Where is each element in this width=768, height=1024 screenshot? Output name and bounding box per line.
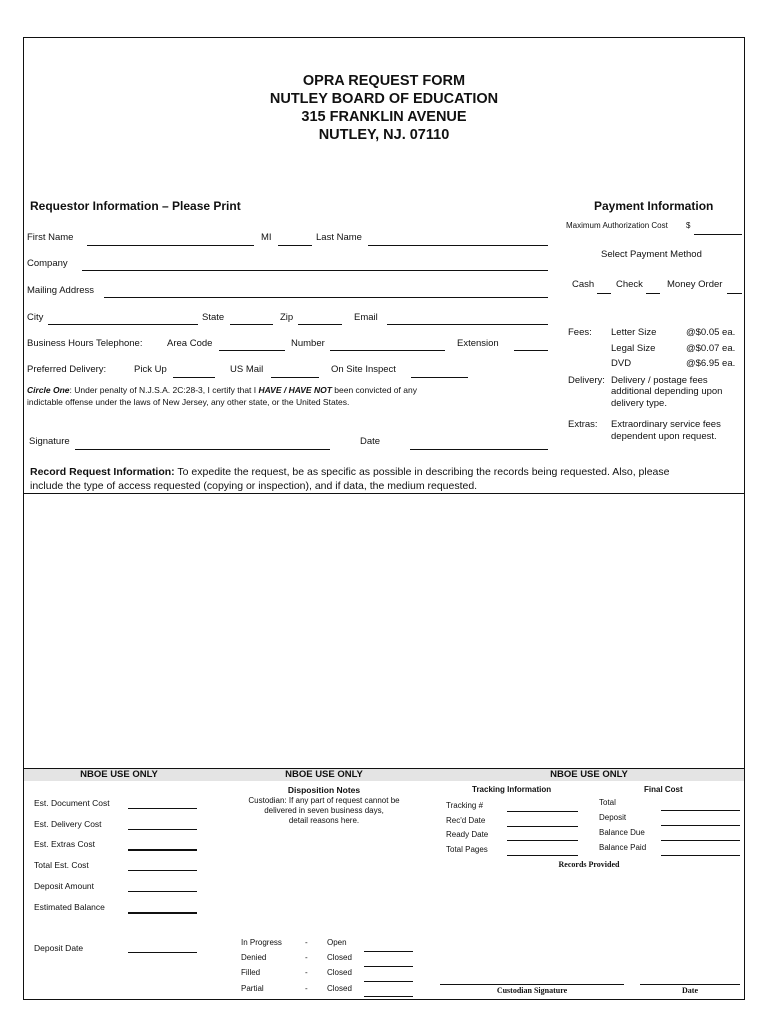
form-title: OPRA REQUEST FORM [302,73,466,89]
status-dash: - [305,938,308,947]
extras-label: Extras: [568,419,598,430]
est-extras-cost-label: Est. Extras Cost [34,839,95,849]
area-code-label: Area Code [167,338,213,349]
status-in-progress-label: In Progress [241,938,282,947]
last-name-label: Last Name [316,232,362,243]
delivery-fee-label: Delivery: [568,375,605,386]
pick-up-field[interactable] [173,377,215,378]
last-name-field[interactable] [368,245,548,246]
estimated-balance-label: Estimated Balance [34,902,105,912]
final-cost-heading: Final Cost [644,785,683,794]
deposit-date-label: Deposit Date [34,943,84,953]
custodian-signature-label: Custodian Signature [496,986,568,995]
email-label: Email [354,312,378,323]
disposition-line-2: delivered in seven business days, [264,806,384,815]
status-denied-label: Denied [241,953,267,962]
dollar-sign: $ [686,221,691,230]
nboe-use-only-3: NBOE USE ONLY [550,769,628,780]
pick-up-label: Pick Up [134,364,167,375]
ready-date-field[interactable] [507,840,578,841]
tracking-number-label: Tracking # [446,801,484,810]
city-field[interactable] [48,324,198,325]
recd-date-label: Rec'd Date [446,816,486,825]
est-document-cost-field[interactable] [128,808,197,809]
certification-line-1: Circle One: Under penalty of N.J.S.A. 2C:28-3, I certify that I HAVE / HAVE NOT been convicted of any [27,385,417,395]
email-field[interactable] [387,324,548,325]
check-field[interactable] [646,293,660,294]
circle-one-label: Circle One [27,385,70,395]
letter-size-label: Letter Size [611,327,657,338]
zip-field[interactable] [298,324,342,325]
have-option[interactable]: HAVE [258,385,282,395]
legal-size-price: @$0.07 ea. [686,343,736,354]
state-field[interactable] [230,324,273,325]
money-order-label: Money Order [667,279,723,290]
tracking-info-heading: Tracking Information [472,785,552,794]
est-document-cost-label: Est. Document Cost [34,798,110,808]
deposit-amount-field[interactable] [128,891,197,892]
number-label: Number [291,338,325,349]
status-dash: - [305,984,308,993]
status-closed-value: Closed [327,953,352,962]
record-request-line-1: Record Request Information: To expedite the request, be as specific as possible in describing the records being requested. Also, please [30,466,670,478]
custodian-date-label: Date [682,986,698,995]
first-name-label: First Name [27,232,74,243]
street-address: 315 FRANKLIN AVENUE [301,109,467,125]
extension-field[interactable] [514,350,548,351]
letter-size-price: @$0.05 ea. [686,327,736,338]
dvd-price: @$6.95 ea. [686,358,736,369]
disposition-notes-area[interactable] [232,830,416,930]
nboe-use-only-1: NBOE USE ONLY [80,769,158,780]
mi-label: MI [261,232,272,243]
mi-field[interactable] [278,245,312,246]
total-est-cost-field[interactable] [128,870,197,871]
balance-paid-field[interactable] [661,855,740,856]
balance-due-field[interactable] [661,840,740,841]
total-pages-field[interactable] [507,855,578,856]
delivery-fee-line-2: additional depending upon [611,386,723,397]
area-code-field[interactable] [219,350,285,351]
disposition-line-1: Custodian: If any part of request cannot be [248,796,400,805]
mailing-address-label: Mailing Address [27,285,95,296]
custodian-date-field[interactable] [640,984,740,985]
legal-size-label: Legal Size [611,343,656,354]
status-closed-value: Closed [327,984,352,993]
us-mail-field[interactable] [271,377,319,378]
max-auth-field[interactable] [694,234,742,235]
records-provided-area[interactable] [440,874,740,982]
date-field[interactable] [410,449,548,450]
cash-label: Cash [572,279,595,290]
number-field[interactable] [330,350,445,351]
status-partial-label: Partial [241,984,264,993]
preferred-delivery-label: Preferred Delivery: [27,364,107,375]
city-label: City [27,312,44,323]
status-in-progress-field[interactable] [364,951,413,952]
status-filled-field[interactable] [364,981,413,982]
money-order-field[interactable] [727,293,742,294]
extension-label: Extension [457,338,499,349]
requestor-heading: Requestor Information – Please Print [30,199,241,213]
delivery-fee-line-1: Delivery / postage fees [611,375,708,386]
status-dash: - [305,968,308,977]
balance-paid-label: Balance Paid [599,843,647,852]
record-request-heading: Record Request Information: [30,466,175,478]
final-total-field[interactable] [661,810,740,811]
disposition-notes-heading: Disposition Notes [287,785,361,795]
extras-line-1: Extraordinary service fees [611,419,721,430]
payment-heading: Payment Information [594,199,714,213]
first-name-field[interactable] [87,245,254,246]
company-field[interactable] [82,270,548,271]
final-total-label: Total [599,798,616,807]
recd-date-field[interactable] [507,826,578,827]
signature-field[interactable] [75,449,330,450]
disposition-line-3: detail reasons here. [288,816,360,825]
nboe-use-only-2: NBOE USE ONLY [285,769,363,780]
us-mail-label: US Mail [230,364,264,375]
city-address: NUTLEY, NJ. 07110 [318,127,450,143]
estimated-balance-field[interactable] [128,912,197,914]
est-delivery-cost-label: Est. Delivery Cost [34,819,102,829]
deposit-amount-label: Deposit Amount [34,881,95,891]
status-partial-field[interactable] [364,996,413,997]
certification-line-2: indictable offense under the laws of New Jersey, any other state, or the United States. [27,397,350,407]
custodian-signature-field[interactable] [440,984,624,985]
records-provided-heading: Records Provided [558,860,620,869]
status-dash: - [305,953,308,962]
dvd-label: DVD [611,358,632,369]
zip-label: Zip [280,312,294,323]
extras-line-2: dependent upon request. [611,431,717,442]
check-label: Check [616,279,643,290]
status-open-value: Open [327,938,347,947]
on-site-label: On Site Inspect [331,364,396,375]
balance-due-label: Balance Due [599,828,645,837]
signature-label: Signature [29,436,70,447]
deposit-date-field[interactable] [128,952,197,953]
max-auth-label: Maximum Authorization Cost [566,221,668,230]
record-request-area[interactable] [24,494,744,768]
record-request-line-2: include the type of access requested (copying or inspection), and if data, the medium requested. [30,480,478,492]
fees-label: Fees: [568,327,592,338]
business-phone-label: Business Hours Telephone: [27,338,143,349]
total-est-cost-label: Total Est. Cost [34,860,89,870]
mailing-address-field[interactable] [104,297,548,298]
on-site-field[interactable] [411,377,468,378]
company-label: Company [27,258,68,269]
status-filled-label: Filled [241,968,261,977]
final-deposit-field[interactable] [661,825,740,826]
state-label: State [202,312,225,323]
est-extras-cost-field[interactable] [128,849,197,851]
total-pages-label: Total Pages [446,845,488,854]
final-deposit-label: Deposit [599,813,627,822]
delivery-fee-line-3: delivery type. [611,398,667,409]
status-denied-field[interactable] [364,966,413,967]
have-not-option[interactable]: HAVE NOT [288,385,332,395]
est-delivery-cost-field[interactable] [128,829,197,830]
organization-name: NUTLEY BOARD OF EDUCATION [269,91,499,107]
ready-date-label: Ready Date [446,830,489,839]
cash-field[interactable] [597,293,611,294]
select-method-label: Select Payment Method [601,249,702,260]
tracking-number-field[interactable] [507,811,578,812]
date-label: Date [360,436,381,447]
status-closed-value: Closed [327,968,352,977]
